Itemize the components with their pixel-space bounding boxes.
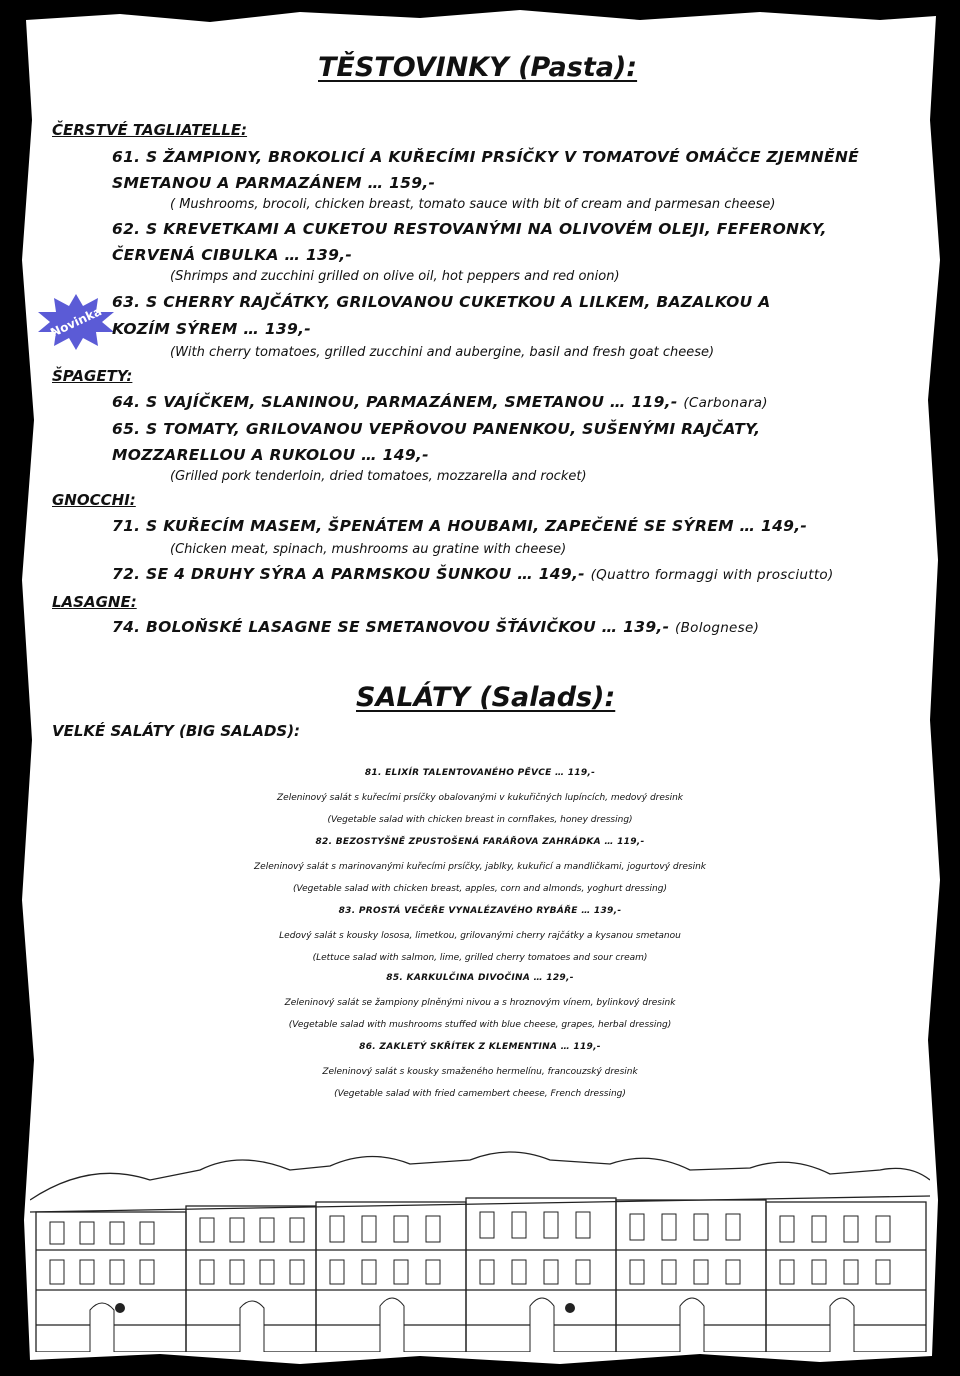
item-64-english: (Carbonara) [683,395,768,411]
salads-title: SALÁTY (Salads): [356,682,616,713]
salad-83-name: 83. PROSTÁ VEČEŘE VYNALÉZAVÉHO RYBÁŘE … 139,- [338,906,622,916]
salad-85-czech: Zeleninový salát se žampiony plněnými nivou a s hroznovým vínem, bylinkový dresink [284,998,676,1008]
new-badge-icon [36,292,116,352]
item-63-line2: KOZÍM SÝREM … 139,- [112,320,312,338]
item-74-line1 [112,618,759,636]
salad-86-czech: Zeleninový salát s kousky smaženého hermelínu, francouzský dresink [322,1067,638,1077]
item-74-name: 74. BOLOŇSKÉ LASAGNE SE SMETANOVOU ŠŤÁVIČKOU … 139,- [112,618,670,636]
salad-82-english: (Vegetable salad with chicken breast, apples, corn and almonds, yoghurt dressing) [293,884,667,894]
new-badge-label: Novinka [48,304,104,340]
item-72-english: (Quattro formaggi with prosciutto) [590,567,834,583]
townhouses-illustration [30,1140,930,1352]
salad-81-czech: Zeleninový salát s kuřecími prsíčky obalovanými v kukuřičných lupíncích, medový dresink [277,793,683,803]
section-gnocchi: GNOCCHI: [52,491,136,509]
item-61-english: ( Mushrooms, brocoli, chicken breast, tomato sauce with bit of cream and parmesan cheese) [170,197,776,212]
item-65-english: (Grilled pork tenderloin, dried tomatoes, mozzarella and rocket) [170,469,587,484]
salad-83-czech: Ledový salát s kousky lososa, limetkou, grilovanými cherry rajčátky a kysanou smetanou [279,931,681,941]
salad-81-english: (Vegetable salad with chicken breast in cornflakes, honey dressing) [327,815,633,825]
item-61-line2: SMETANOU A PARMAZÁNEM … 159,- [112,174,436,192]
item-62-line2: ČERVENÁ CIBULKA … 139,- [112,246,353,264]
item-62-line1: 62. S KREVETKAMI A CUKETOU RESTOVANÝMI NA OLIVOVÉM OLEJI, FEFERONKY, [112,220,827,238]
item-65-line1: 65. S TOMATY, GRILOVANOU VEPŘOVOU PANENKOU, SUŠENÝMI RAJČATY, [112,420,761,438]
salad-85-name: 85. KARKULČINA DIVOČINA … 129,- [386,973,574,983]
salad-86-english: (Vegetable salad with fried camembert cheese, French dressing) [334,1089,626,1099]
salad-81-name: 81. ELIXÍR TALENTOVANÉHO PĚVCE … 119,- [364,768,596,778]
item-65-line2: MOZZARELLOU A RUKOLOU … 149,- [112,446,429,464]
item-62-english: (Shrimps and zucchini grilled on olive oil, hot peppers and red onion) [170,269,620,284]
item-71-english: (Chicken meat, spinach, mushrooms au gratine with cheese) [170,542,567,557]
section-tagliatelle: ČERSTVÉ TAGLIATELLE: [52,121,248,139]
item-74-english: (Bolognese) [675,620,760,636]
section-lasagne: LASAGNE: [52,593,137,611]
item-72-name: 72. SE 4 DRUHY SÝRA A PARMSKOU ŠUNKOU … 149,- [112,565,585,583]
item-71-line1: 71. S KUŘECÍM MASEM, ŠPENÁTEM A HOUBAMI, ZAPEČENÉ SE SÝREM … 149,- [112,517,808,535]
salad-82-czech: Zeleninový salát s marinovanými kuřecími prsíčky, jablky, kukuřicí a mandličkami, jogurtový dresink [254,862,706,872]
item-63-english: (With cherry tomatoes, grilled zucchini and aubergine, basil and fresh goat cheese) [170,345,715,360]
item-72-line1 [112,565,834,583]
salad-82-name: 82. BEZOSTYŠNĚ ZPUSTOŠENÁ FARÁŘOVA ZAHRÁDKA … 119,- [315,837,645,847]
salad-86-name: 86. ZAKLETÝ SKŘÍTEK Z KLEMENTINA … 119,- [359,1042,601,1052]
salad-83-english: (Lettuce salad with salmon, lime, grilled cherry tomatoes and sour cream) [312,953,648,963]
pasta-title: TĚSTOVINKY (Pasta): [318,52,638,83]
item-64-name: 64. S VAJÍČKEM, SLANINOU, PARMAZÁNEM, SMETANOU … 119,- [112,393,678,411]
section-spagety: ŠPAGETY: [52,367,133,385]
item-63-line1: 63. S CHERRY RAJČÁTKY, GRILOVANOU CUKETKOU A LILKEM, BAZALKOU A [112,293,771,311]
big-salads-label: VELKÉ SALÁTY (BIG SALADS): [52,722,301,740]
salad-85-english: (Vegetable salad with mushrooms stuffed with blue cheese, grapes, herbal dressing) [288,1020,672,1030]
item-64-line1 [112,393,768,411]
item-61-line1: 61. S ŽAMPIONY, BROKOLICÍ A KUŘECÍMI PRSÍČKY V TOMATOVÉ OMÁČCE ZJEMNĚNÉ [112,148,860,166]
